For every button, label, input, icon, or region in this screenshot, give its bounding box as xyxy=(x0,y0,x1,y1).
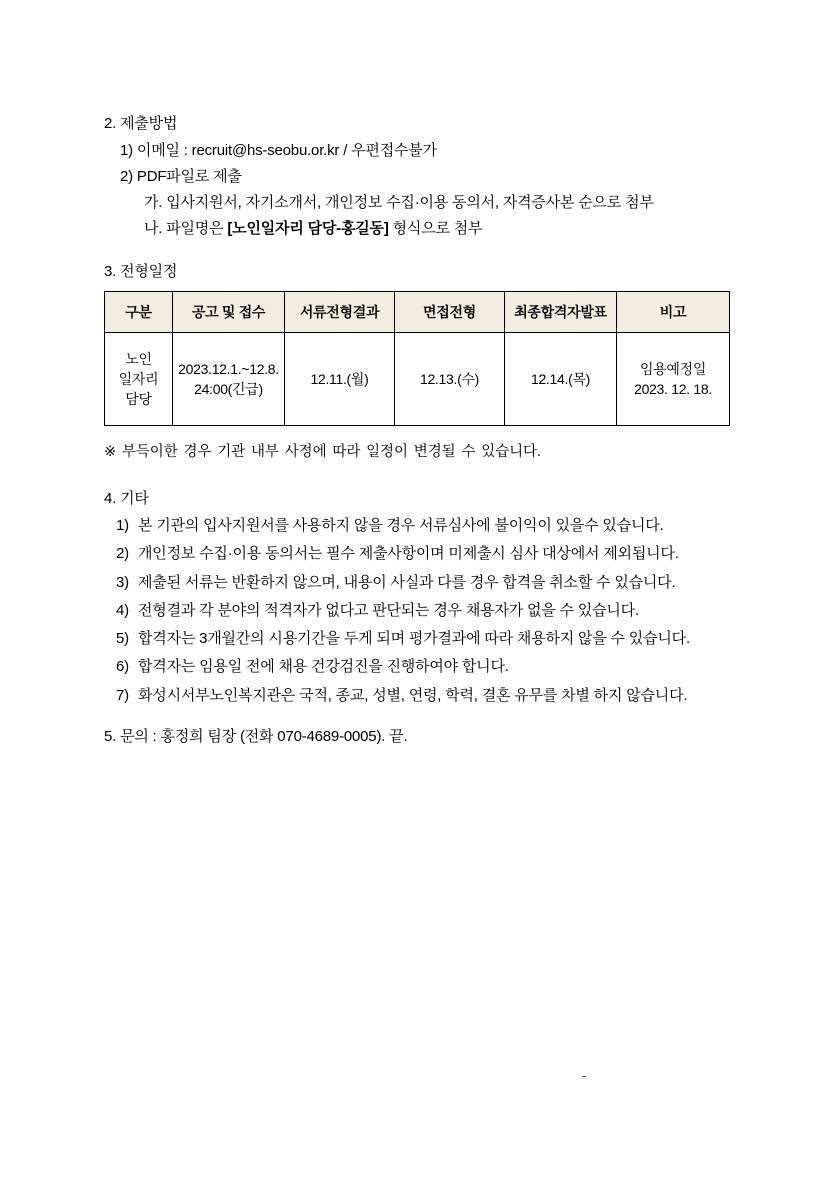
list-item-number: 3) xyxy=(116,573,129,591)
list-item xyxy=(104,599,744,622)
cell-line: 일자리 xyxy=(118,370,159,387)
table-header-cell: 면접전형 xyxy=(395,292,505,333)
list-item-text: 제출된 서류는 반환하지 않으며, 내용이 사실과 다를 경우 합격을 취소할 수 있습니다. xyxy=(138,573,676,591)
section-heading-submit-method: 2. 제출방법 xyxy=(104,115,178,132)
list-item xyxy=(104,542,744,565)
submit-method-item-1: 1) 이메일 : recruit@hs-seobu.or.kr / 우편접수불가 xyxy=(120,142,437,159)
table-cell-document-result xyxy=(285,333,395,426)
list-item-text: 전형결과 각 분야의 적격자가 없다고 판단되는 경우 채용자가 없을 수 있습니다. xyxy=(138,601,639,619)
cell-line: 담당 xyxy=(125,391,152,408)
submit-method-subitem-2 xyxy=(104,217,744,238)
list-item-text: 화성시서부노인복지관은 국적, 종교, 성별, 연령, 학력, 결혼 유무를 차별 하지 않습니다. xyxy=(138,686,688,704)
section-heading-etc: 4. 기타 xyxy=(104,490,149,507)
table-header-cell: 공고 및 접수 xyxy=(173,292,285,333)
filename-format-sample: [노인일자리 담당-홍길동] xyxy=(227,220,389,237)
cell-line: 2023.12.1.~12.8. xyxy=(178,360,279,377)
table-header-cell: 서류전형결과 xyxy=(285,292,395,333)
section-heading-contact: 5. 문의 : 홍정희 팀장 (전화 070-4689-0005). 끝. xyxy=(104,727,408,745)
table-cell-posting-period xyxy=(173,333,285,426)
submit-method-item-2: 2) PDF파일로 제출 xyxy=(120,168,242,185)
cell-line: 노인 xyxy=(125,350,152,367)
list-item-number: 6) xyxy=(116,658,129,676)
table-row xyxy=(105,333,730,426)
list-item-text: 합격자는 3개월간의 시용기간을 두게 되며 평가결과에 따라 채용하지 않을 수 있습니다. xyxy=(138,630,690,647)
cell-line: 12.13.(수) xyxy=(419,370,480,387)
list-item-number: 4) xyxy=(116,601,129,619)
table-cell-category xyxy=(105,333,173,426)
list-item-text: 합격자는 임용일 전에 채용 건강검진을 진행하여야 합니다. xyxy=(138,658,509,676)
section-heading-schedule: 3. 전형일정 xyxy=(104,263,178,280)
list-item xyxy=(104,655,744,678)
cell-line: 24:00(긴급) xyxy=(194,381,263,397)
cell-line: 임용예정일 xyxy=(639,360,707,377)
list-item xyxy=(104,684,744,707)
list-item-number: 1) xyxy=(116,517,129,534)
list-item xyxy=(104,514,744,537)
submit-method-subitem-1: 가. 입사지원서, 자기소개서, 개인정보 수집·이용 동의서, 자격증사본 순으로 첨부 xyxy=(144,194,654,211)
submit-method-subitem-2-prefix: 나. 파일명은 xyxy=(144,220,224,237)
list-item-number: 7) xyxy=(116,686,129,704)
list-item-text: 본 기관의 입사지원서를 사용하지 않을 경우 서류심사에 불이익이 있을수 있습니다. xyxy=(138,517,664,534)
table-header-row xyxy=(105,292,730,333)
document-body xyxy=(104,112,744,752)
list-item-number: 2) xyxy=(116,545,129,563)
schedule-table xyxy=(104,291,730,426)
table-header-cell: 최종합격자발표 xyxy=(505,292,617,333)
table-cell-remarks xyxy=(617,333,730,426)
table-header-cell: 비고 xyxy=(617,292,730,333)
list-item xyxy=(104,627,744,650)
cell-line: 12.11.(월) xyxy=(310,370,369,387)
table-cell-interview xyxy=(395,333,505,426)
list-item-number: 5) xyxy=(116,630,129,647)
schedule-note: ※ 부득이한 경우 기관 내부 사정에 따라 일정이 변경될 수 있습니다. xyxy=(104,444,541,460)
list-item xyxy=(104,571,744,594)
list-item-text: 개인정보 수집·이용 동의서는 필수 제출사항이며 미제출시 심사 대상에서 제외됩니다. xyxy=(138,545,679,563)
cell-line: 2023. 12. 18. xyxy=(634,381,712,397)
page-footer-mark: - xyxy=(582,1068,587,1083)
filename-format-tail: 형식으로 첨부 xyxy=(392,220,483,237)
table-header-cell: 구분 xyxy=(105,292,173,333)
etc-list xyxy=(104,514,744,707)
table-cell-final-result xyxy=(505,333,617,426)
cell-line: 12.14.(목) xyxy=(530,370,591,387)
